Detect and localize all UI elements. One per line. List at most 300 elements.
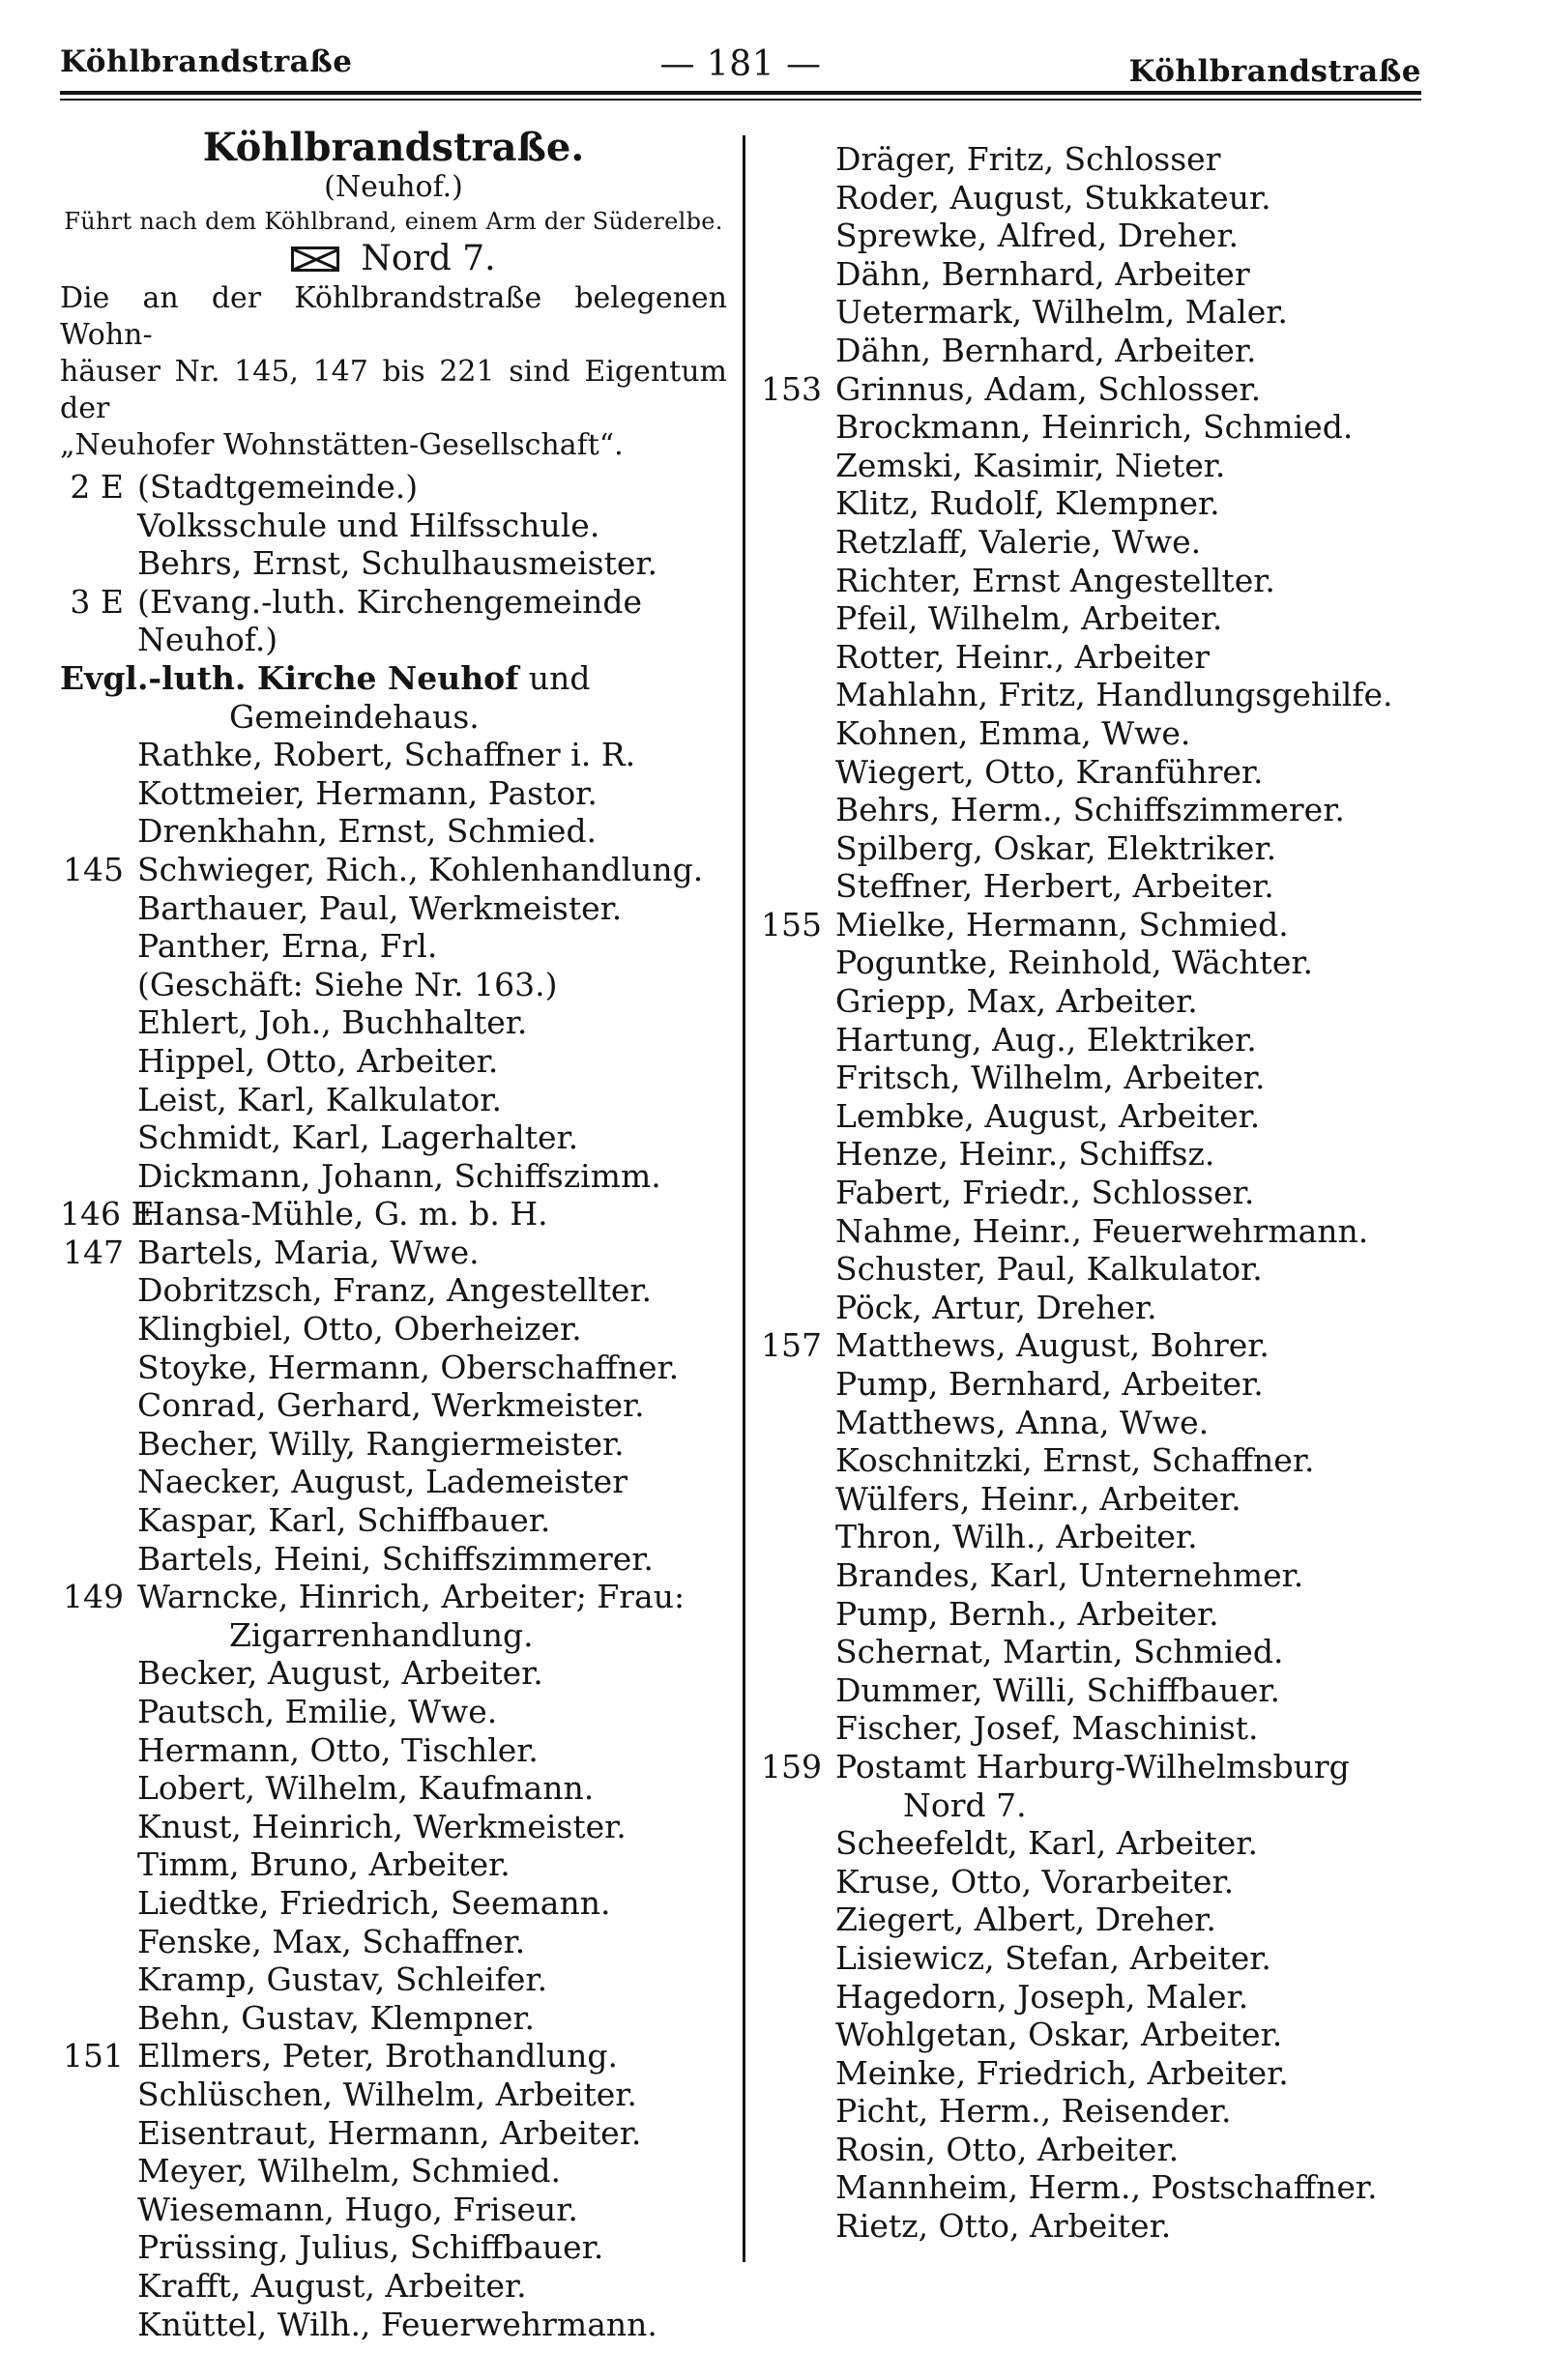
directory-entry [758, 1441, 1435, 1480]
directory-entry [758, 562, 1435, 600]
directory-entry [60, 1349, 727, 1387]
resident-entry: Steffner, Herbert, Arbeiter. [835, 867, 1274, 906]
house-number [60, 1463, 137, 1501]
directory-entry [60, 2228, 727, 2267]
directory-entry [758, 2016, 1435, 2054]
house-number: 145 [63, 850, 124, 888]
resident-entry: Roder, August, Stukkateur. [835, 178, 1271, 217]
street-note-line: Die an der Köhlbrandstraße belegenen Wohn- [60, 281, 727, 352]
directory-entry [758, 1021, 1435, 1059]
directory-entry [758, 791, 1435, 829]
resident-entry: Wülfers, Heinr., Arbeiter. [835, 1479, 1241, 1518]
house-number [60, 2306, 137, 2344]
resident-entry: Ehlert, Joh., Buchhalter. [137, 1003, 528, 1042]
resident-entry: Kohnen, Emma, Wwe. [835, 713, 1191, 752]
directory-entry [60, 507, 727, 545]
resident-entry: Schlüschen, Wilhelm, Arbeiter. [137, 2075, 637, 2113]
directory-entry [60, 1693, 727, 1731]
house-number [758, 1824, 835, 1863]
directory-entry [758, 867, 1435, 906]
directory-entry [758, 1939, 1435, 1978]
directory-entry [758, 638, 1435, 677]
directory-entry [758, 753, 1435, 792]
house-number [60, 812, 137, 851]
resident-entry: Fabert, Friedr., Schlosser. [835, 1174, 1255, 1212]
house-number [758, 1097, 835, 1136]
resident-entry: Timm, Bruno, Arbeiter. [137, 1845, 511, 1884]
directory-entry [60, 1118, 727, 1157]
house-number [60, 1271, 137, 1310]
resident-entry: Hartung, Aug., Elektriker. [835, 1020, 1257, 1059]
resident-entry: Dähn, Bernhard, Arbeiter. [835, 331, 1257, 369]
resident-entry: Pfeil, Wilhelm, Arbeiter. [835, 599, 1223, 638]
resident-entry: Henze, Heinr., Schiffsz. [835, 1135, 1215, 1174]
street-title: Köhlbrandstraße. [202, 125, 585, 170]
directory-entry [60, 2306, 727, 2344]
house-number [758, 523, 835, 562]
house-number [758, 2207, 835, 2246]
resident-entry: Spilberg, Oskar, Elektriker. [835, 828, 1277, 867]
directory-entry [758, 370, 1435, 409]
envelope-icon [291, 247, 339, 272]
house-number [60, 1693, 137, 1731]
resident-entry: Rietz, Otto, Arbeiter. [835, 2207, 1172, 2246]
resident-entry: Pöck, Artur, Dreher. [835, 1288, 1157, 1326]
column-divider [743, 135, 745, 2262]
house-number [758, 1250, 835, 1289]
directory-entry [60, 966, 727, 1004]
house-number [60, 2075, 137, 2114]
resident-entry: Richter, Ernst Angestellter. [835, 561, 1275, 599]
house-number [60, 1923, 137, 1961]
house-number [60, 1731, 137, 1770]
house-number [60, 1425, 137, 1464]
house-number [758, 599, 835, 638]
directory-entry [758, 1671, 1435, 1710]
directory-entry [758, 2207, 1435, 2246]
house-number [758, 753, 835, 792]
resident-entry: Dickmann, Johann, Schiffszimm. [137, 1156, 661, 1195]
resident-entry: Volksschule und Hilfsschule. [137, 506, 600, 544]
directory-entry [758, 217, 1435, 255]
directory-entry [758, 1709, 1435, 1748]
house-number [758, 2016, 835, 2054]
resident-entry: Dummer, Willi, Schiffbauer. [835, 1670, 1281, 1709]
resident-entry: Postamt Harburg-Wilhelmsburg [835, 1747, 1350, 1785]
house-number [758, 408, 835, 447]
resident-entry: Schwieger, Rich., Kohlenhandlung. [137, 850, 704, 888]
directory-entry [758, 179, 1435, 218]
resident-entry: Stoyke, Hermann, Oberschaffner. [137, 1348, 680, 1386]
house-number [758, 1441, 835, 1480]
house-number [60, 774, 137, 813]
house-number [758, 1939, 835, 1978]
house-number [60, 1081, 137, 1119]
resident-entry: Panther, Erna, Frl. [137, 927, 438, 966]
directory-entry [60, 1157, 727, 1196]
directory-entry [758, 1556, 1435, 1595]
house-number [758, 791, 835, 829]
house-number [758, 2131, 835, 2169]
house-number [60, 2152, 137, 2191]
directory-entry [60, 1960, 727, 1999]
entry-list [758, 1824, 1435, 2246]
resident-entry: Mahlahn, Fritz, Handlungsgehilfe. [835, 676, 1393, 714]
house-number [60, 1118, 137, 1157]
house-number [758, 1212, 835, 1251]
street-header [60, 126, 727, 464]
resident-entry: Hermann, Otto, Tischler. [137, 1730, 539, 1769]
house-number [758, 2092, 835, 2131]
resident-entry: Leist, Karl, Kalkulator. [137, 1080, 502, 1118]
directory-entry [758, 1595, 1435, 1634]
directory-entry [60, 1042, 727, 1081]
directory-entry [60, 1540, 727, 1579]
resident-entry: Picht, Herm., Reisender. [835, 2092, 1232, 2131]
church-heading-bold: Evgl.-luth. Kirche Neuhof [60, 658, 519, 697]
directory-entry [758, 2092, 1435, 2131]
house-number [758, 562, 835, 600]
house-number [60, 2191, 137, 2229]
house-number [60, 1884, 137, 1923]
directory-entry [758, 1824, 1435, 1863]
directory-entry [758, 2168, 1435, 2207]
directory-entry [60, 1845, 727, 1884]
house-number [60, 927, 137, 966]
house-number [758, 332, 835, 370]
directory-entry [758, 1518, 1435, 1556]
directory-entry [60, 812, 727, 851]
resident-entry: Barthauer, Paul, Werkmeister. [137, 888, 623, 927]
resident-entry: Naecker, August, Lademeister [137, 1463, 628, 1501]
house-number [60, 1349, 137, 1387]
directory-entry [758, 1135, 1435, 1174]
resident-entry: Prüssing, Julius, Schiffbauer. [137, 2228, 604, 2267]
house-number [758, 293, 835, 332]
house-number: 2 E [70, 468, 124, 506]
house-number [60, 1310, 137, 1349]
house-number [758, 217, 835, 255]
resident-entry: Griepp, Max, Arbeiter. [835, 982, 1198, 1021]
street-description: Führt nach dem Köhlbrand, einem Arm der Süderelbe. [64, 208, 723, 235]
house-number [758, 1135, 835, 1174]
resident-entry: Klingbiel, Otto, Oberheizer. [137, 1310, 582, 1349]
resident-entry: Bartels, Maria, Wwe. [137, 1233, 480, 1271]
house-number [758, 1709, 835, 1748]
resident-entry: Hagedorn, Joseph, Maler. [835, 1977, 1249, 2016]
resident-entry: Behrs, Ernst, Schulhausmeister. [137, 544, 658, 583]
resident-entry: Meinke, Friedrich, Arbeiter. [835, 2053, 1289, 2092]
resident-entry: Fischer, Josef, Maschinist. [835, 1709, 1259, 1748]
directory-entry [758, 1212, 1435, 1251]
resident-entry: Behrs, Herm., Schiffszimmerer. [835, 791, 1345, 829]
house-number [758, 484, 835, 523]
house-number [60, 1808, 137, 1846]
directory-entry [60, 851, 727, 889]
directory-entry [60, 2267, 727, 2306]
directory-entry [758, 1748, 1435, 1786]
house-number [60, 2228, 137, 2267]
house-number [60, 1157, 137, 1196]
resident-entry: Zemski, Kasimir, Nieter. [835, 446, 1226, 484]
directory-entry [758, 982, 1435, 1021]
entry-list [60, 736, 727, 1616]
resident-entry: Grinnus, Adam, Schlosser. [835, 369, 1262, 408]
directory-entry [60, 1769, 727, 1808]
directory-entry [758, 484, 1435, 523]
house-number [60, 507, 137, 545]
directory-entry [60, 2075, 727, 2114]
resident-entry: Lembke, August, Arbeiter. [835, 1096, 1261, 1135]
house-number [60, 1386, 137, 1425]
directory-entry [60, 774, 727, 813]
directory-entry [60, 1271, 727, 1310]
resident-entry: Nahme, Heinr., Feuerwehrmann. [835, 1211, 1369, 1250]
resident-entry: (Stadtgemeinde.) [137, 468, 419, 506]
directory-entry [60, 2037, 727, 2075]
directory-entry [60, 1731, 727, 1770]
house-number [758, 982, 835, 1021]
entry-continuation: Zigarrenhandlung. [229, 1615, 534, 1654]
resident-entry: Becker, August, Arbeiter. [137, 1654, 543, 1693]
house-number [758, 638, 835, 677]
church-heading-continuation: Gemeindehaus. [229, 697, 480, 736]
entry-list [60, 468, 727, 659]
resident-entry: Matthews, Anna, Wwe. [835, 1403, 1210, 1441]
directory-entry [758, 408, 1435, 447]
house-number: 157 [761, 1326, 822, 1365]
house-number: 147 [63, 1233, 124, 1271]
house-number [758, 447, 835, 485]
directory-entry [60, 1501, 727, 1540]
postal-district-line [60, 238, 727, 280]
street-note-line: häuser Nr. 145, 147 bis 221 sind Eigentum der [60, 355, 727, 425]
directory-entry [758, 1289, 1435, 1327]
house-number [60, 2267, 137, 2306]
resident-entry: Fritsch, Wilhelm, Arbeiter. [835, 1059, 1266, 1097]
directory-entry [758, 1863, 1435, 1901]
directory-entry [758, 1250, 1435, 1289]
directory-entry [758, 2054, 1435, 2093]
directory-entry [60, 2114, 727, 2153]
resident-entry: Brandes, Karl, Unternehmer. [835, 1555, 1304, 1594]
directory-entry [758, 1097, 1435, 1136]
resident-entry: Behn, Gustav, Klempner. [137, 1998, 536, 2037]
house-number: 153 [761, 369, 822, 408]
resident-entry: Brockmann, Heinrich, Schmied. [835, 408, 1354, 447]
house-number [60, 544, 137, 583]
house-number: 149 [63, 1578, 124, 1616]
directory-entry [60, 1195, 727, 1234]
resident-entry: Ellmers, Peter, Brothandlung. [137, 2037, 619, 2075]
resident-entry: Mielke, Hermann, Schmied. [835, 905, 1289, 943]
house-number [60, 1501, 137, 1540]
resident-entry: Lobert, Wilhelm, Kaufmann. [137, 1769, 595, 1808]
directory-entry [758, 943, 1435, 982]
resident-entry: Schmidt, Karl, Lagerhalter. [137, 1118, 579, 1157]
resident-entry: Lisiewicz, Stefan, Arbeiter. [835, 1938, 1271, 1977]
directory-entry [60, 621, 727, 659]
street-note-line: „Neuhofer Wohnstätten-Gesellschaft“. [60, 428, 624, 462]
resident-entry: Thron, Wilh., Arbeiter. [835, 1518, 1198, 1556]
directory-entry [60, 736, 727, 774]
directory-entry [758, 332, 1435, 370]
directory-entry [758, 599, 1435, 638]
resident-entry: (Geschäft: Siehe Nr. 163.) [137, 965, 558, 1003]
house-number: 146 E [60, 1195, 155, 1234]
right-column [758, 140, 1435, 2246]
resident-entry: Knust, Heinrich, Werkmeister. [137, 1807, 627, 1845]
resident-entry: Pump, Bernhard, Arbeiter. [835, 1365, 1264, 1403]
house-number [758, 1404, 835, 1442]
directory-entry [60, 1003, 727, 1042]
resident-entry: Klitz, Rudolf, Klempner. [835, 484, 1220, 523]
resident-entry: Dähn, Bernhard, Arbeiter [835, 254, 1250, 293]
resident-entry: Wiegert, Otto, Kranführer. [835, 752, 1264, 791]
resident-entry: Poguntke, Reinhold, Wächter. [835, 943, 1313, 982]
resident-entry: Mannheim, Herm., Postschaffner. [835, 2168, 1378, 2207]
house-number [758, 676, 835, 714]
directory-entry [60, 1234, 727, 1272]
resident-entry: Ziegert, Albert, Dreher. [835, 1901, 1216, 1939]
house-number [60, 889, 137, 928]
house-number [758, 1518, 835, 1556]
directory-entry [758, 829, 1435, 868]
resident-entry: Pautsch, Emilie, Wwe. [137, 1693, 498, 1730]
directory-entry [758, 447, 1435, 485]
running-head-right: Köhlbrandstraße [1128, 54, 1421, 89]
house-number [60, 966, 137, 1004]
house-number [60, 1540, 137, 1579]
house-number [758, 1365, 835, 1404]
resident-entry: Meyer, Wilhelm, Schmied. [137, 2152, 562, 2191]
postal-district: Nord 7. [361, 239, 496, 278]
directory-entry [60, 1578, 727, 1616]
resident-entry: Neuhof.) [137, 621, 278, 659]
directory-entry [758, 1404, 1435, 1442]
resident-entry: Fenske, Max, Schaffner. [137, 1922, 526, 1960]
directory-entry [60, 1425, 727, 1464]
house-number [60, 1042, 137, 1081]
directory-entry [758, 1480, 1435, 1519]
resident-entry: Liedtke, Friedrich, Seemann. [137, 1883, 611, 1922]
house-number [758, 1901, 835, 1939]
house-number [60, 1003, 137, 1042]
resident-entry: Matthews, August, Bohrer. [835, 1326, 1270, 1365]
directory-entry [60, 544, 727, 583]
resident-entry: Schernat, Martin, Schmied. [835, 1633, 1284, 1671]
house-number [60, 2114, 137, 2153]
resident-entry: Bartels, Heini, Schiffszimmerer. [137, 1539, 654, 1578]
directory-entry [60, 2191, 727, 2229]
directory-entry [758, 1059, 1435, 1097]
directory-entry [758, 1901, 1435, 1939]
house-number [758, 1174, 835, 1212]
directory-entry [60, 2152, 727, 2191]
church-heading [60, 659, 727, 698]
directory-entry [758, 1326, 1435, 1365]
house-number [60, 1999, 137, 2038]
street-district: (Neuhof.) [324, 170, 463, 204]
house-number [60, 621, 137, 659]
resident-entry: Kottmeier, Hermann, Pastor. [137, 773, 598, 812]
left-column [60, 126, 727, 2343]
header-rule-thin [60, 99, 1421, 101]
resident-entry: Hippel, Otto, Arbeiter. [137, 1041, 499, 1080]
house-number [758, 2168, 835, 2207]
resident-entry: Eisentraut, Hermann, Arbeiter. [137, 2113, 642, 2152]
house-number [758, 714, 835, 753]
directory-entry [60, 468, 727, 507]
resident-entry: Drenkhahn, Ernst, Schmied. [137, 812, 598, 851]
house-number: 159 [761, 1747, 822, 1785]
resident-entry: Dobritzsch, Franz, Angestellter. [137, 1271, 653, 1310]
directory-entry [758, 1978, 1435, 2017]
house-number [758, 1595, 835, 1634]
house-number [758, 1289, 835, 1327]
house-number [60, 1769, 137, 1808]
church-heading-rest: und [518, 658, 591, 697]
directory-entry [758, 714, 1435, 753]
entry-continuation: Nord 7. [903, 1785, 1027, 1824]
house-number [758, 1671, 835, 1710]
directory-entry [758, 2131, 1435, 2169]
house-number: 155 [761, 905, 822, 943]
directory-entry [60, 1386, 727, 1425]
directory-entry [60, 1808, 727, 1846]
directory-entry [60, 583, 727, 622]
resident-entry: Kruse, Otto, Vorarbeiter. [835, 1862, 1235, 1901]
resident-entry: Knüttel, Wilh., Feuerwehrmann. [137, 2305, 657, 2343]
resident-entry: Koschnitzki, Ernst, Schaffner. [835, 1441, 1315, 1480]
resident-entry: Schuster, Paul, Kalkulator. [835, 1250, 1263, 1289]
house-number [758, 2054, 835, 2093]
directory-entry [758, 1365, 1435, 1404]
entry-list [758, 140, 1435, 1786]
resident-entry: Scheefeldt, Karl, Arbeiter. [835, 1824, 1258, 1863]
resident-entry: Uetermark, Wilhelm, Maler. [835, 293, 1288, 332]
resident-entry: Krafft, August, Arbeiter. [137, 2266, 527, 2305]
house-number [758, 943, 835, 982]
house-number [758, 867, 835, 906]
house-number: 151 [63, 2037, 124, 2075]
header-rule-thick [60, 91, 1421, 95]
resident-entry: Rathke, Robert, Schaffner i. R. [137, 736, 636, 774]
directory-entry [758, 523, 1435, 562]
house-number [758, 1059, 835, 1097]
house-number [758, 1021, 835, 1059]
directory-entry [758, 1174, 1435, 1212]
directory-entry [60, 1884, 727, 1923]
resident-entry: Sprewke, Alfred, Dreher. [835, 217, 1239, 255]
directory-entry [758, 140, 1435, 179]
resident-entry: Dräger, Fritz, Schlosser [835, 140, 1221, 178]
directory-entry [60, 927, 727, 966]
house-number [758, 140, 835, 179]
directory-entry [60, 1923, 727, 1961]
resident-entry: Wohlgetan, Oskar, Arbeiter. [835, 2016, 1283, 2054]
house-number [758, 1480, 835, 1519]
house-number [758, 1556, 835, 1595]
house-number [758, 1863, 835, 1901]
resident-entry: Kramp, Gustav, Schleifer. [137, 1960, 548, 1999]
house-number [758, 1978, 835, 2017]
resident-entry: Retzlaff, Valerie, Wwe. [835, 522, 1202, 561]
directory-entry [60, 889, 727, 928]
house-number [758, 829, 835, 868]
resident-entry: Warncke, Hinrich, Arbeiter; Frau: [137, 1578, 686, 1616]
resident-entry: Rosin, Otto, Arbeiter. [835, 2130, 1180, 2168]
